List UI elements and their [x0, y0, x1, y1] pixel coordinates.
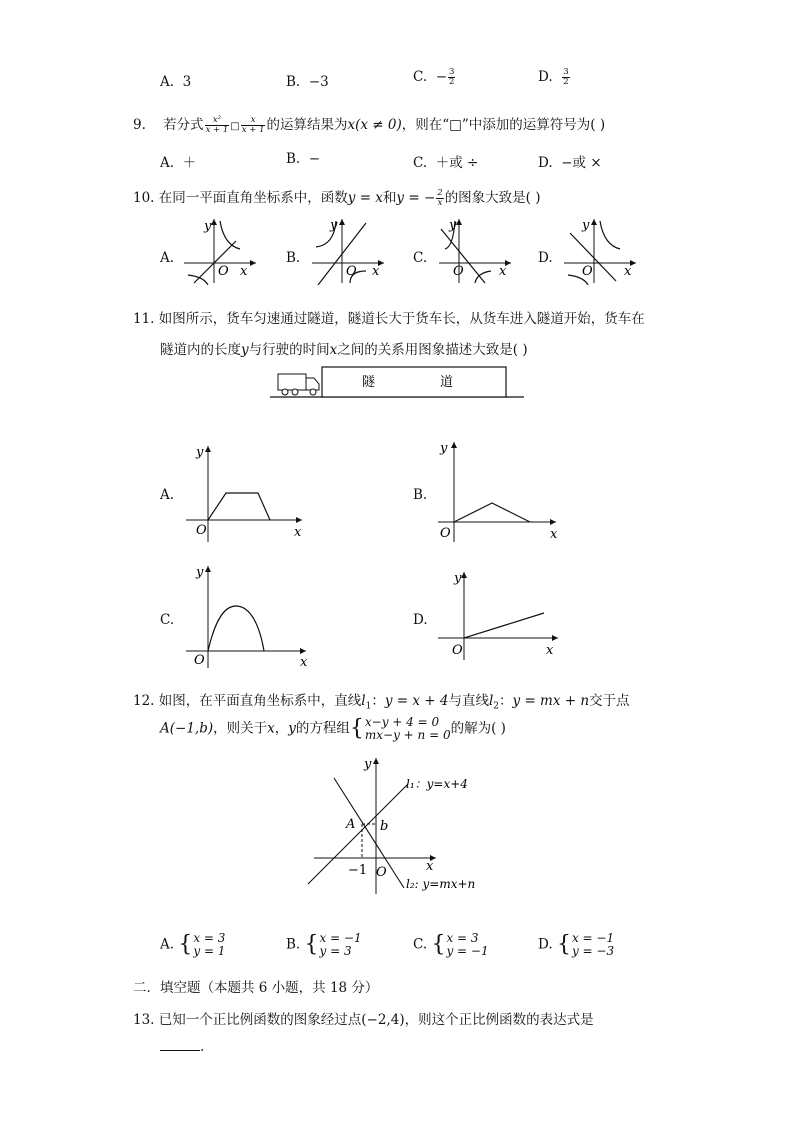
q10-label-a: A.	[160, 250, 175, 266]
q11-label-c: C.	[160, 612, 175, 628]
svg-text:y: y	[196, 565, 204, 580]
q12-figure	[300, 752, 500, 897]
svg-text:y: y	[204, 219, 212, 234]
q9-stem: 9. 若分式 $\frac{\text{x²}}{x + 1}$ □ $\frac{x}{x + 1}$ 的运算结果为x(x ≠ 0)，则在“□”中添加的运算符号为( )	[133, 115, 606, 135]
q12-option-c: C. { x = 3 y = −1	[413, 931, 489, 958]
q13-stem: 13. 已知一个正比例函数的图象经过点(−2,4)，则这个正比例函数的表达式是	[133, 1012, 594, 1028]
svg-text:y: y	[196, 445, 204, 460]
svg-text:O: O	[453, 264, 464, 279]
q10-label-d: D.	[538, 250, 553, 266]
q11-label-d: D.	[413, 612, 428, 628]
q9-option-a: A. ＋	[160, 155, 197, 171]
q10-label-c: C.	[413, 250, 428, 266]
svg-text:O: O	[346, 264, 357, 279]
svg-text:−1: −1	[348, 863, 368, 878]
q10-graph-d	[560, 215, 640, 285]
q9-option-d: D. −或 ×	[538, 155, 602, 171]
q11-graph-a	[182, 440, 312, 545]
svg-text:O: O	[582, 264, 593, 279]
svg-text:x: x	[550, 527, 558, 542]
svg-text:O: O	[196, 523, 207, 538]
q11-label-a: A.	[160, 487, 175, 503]
q10-graph-b	[308, 215, 388, 285]
q11-label-b: B.	[413, 487, 428, 503]
svg-text:x: x	[294, 525, 302, 540]
svg-text:O: O	[194, 653, 205, 668]
svg-text:道: 道	[440, 375, 454, 390]
q10-label-b: B.	[286, 250, 301, 266]
section-2-title: 二．填空题（本题共 6 小题，共 18 分）	[133, 980, 379, 996]
svg-text:x: x	[300, 655, 308, 670]
svg-text:y: y	[364, 757, 372, 772]
svg-text:b: b	[380, 819, 389, 834]
q12-option-b: B. { x = −1 y = 3	[286, 931, 362, 958]
svg-text:y: y	[449, 218, 457, 233]
q8-option-b: B. −3	[286, 74, 329, 90]
truck-icon	[278, 374, 319, 395]
q8-option-a: A. 3	[160, 74, 192, 90]
svg-text:x: x	[240, 264, 248, 279]
q11-graph-b	[434, 436, 564, 544]
q11-graph-c	[182, 560, 312, 670]
q13-answer-blank[interactable]: .	[160, 1038, 204, 1055]
q12-stem-line1: 12. 如图，在平面直角坐标系中，直线$l_1$：y = x + 4与直线$l_2$：y = mx + n交于点	[133, 693, 630, 712]
svg-text:O: O	[218, 264, 229, 279]
svg-text:x: x	[546, 643, 554, 658]
svg-text:y: y	[454, 571, 462, 586]
svg-text:x: x	[624, 264, 632, 279]
q9-option-c: C. ＋或 ÷	[413, 155, 479, 171]
q11-graph-d	[434, 566, 564, 664]
q10-graph-a	[180, 215, 260, 285]
q12-stem-line2: A(−1,b)，则关于x，y的方程组{ x−y + 4 = 0 mx−y + n = 0 的解为( )	[160, 715, 506, 742]
svg-text:O: O	[376, 865, 387, 880]
q8-option-d: D. $\frac{3}{2}$	[538, 67, 569, 87]
svg-text:x: x	[426, 859, 434, 874]
svg-text:x: x	[499, 264, 507, 279]
q9-option-b: B. −	[286, 151, 321, 167]
q11-stem-line1: 11. 如图所示，货车匀速通过隧道，隧道长大于货车长，从货车进入隧道开始，货车在	[133, 311, 645, 327]
svg-text:O: O	[452, 643, 463, 658]
svg-text:A: A	[346, 817, 356, 832]
q12-option-d: D. { x = −1 y = −3	[538, 931, 615, 958]
q10-stem: 10. 在同一平面直角坐标系中，函数y = x和y = − $\frac{2}{x}$ 的图象大致是( )	[133, 188, 541, 208]
q11-tunnel-figure	[268, 364, 528, 402]
svg-text:y: y	[582, 218, 590, 233]
svg-text:l₁：y=x+4: l₁：y=x+4	[406, 777, 468, 791]
q8-option-c: C. − $\frac{3}{2}$	[413, 67, 455, 87]
svg-text:O: O	[440, 526, 451, 541]
svg-text:x: x	[372, 264, 380, 279]
svg-text:l₂: y=mx+n: l₂: y=mx+n	[406, 877, 476, 891]
svg-text:y: y	[330, 218, 338, 233]
svg-text:y: y	[440, 441, 448, 456]
q11-stem-line2: 隧道内的长度y与行驶的时间x之间的关系用图象描述大致是( )	[160, 342, 528, 358]
q12-option-a: A. { x = 3 y = 1	[160, 931, 226, 958]
q10-graph-c	[435, 215, 515, 285]
svg-text:隧: 隧	[362, 375, 376, 390]
